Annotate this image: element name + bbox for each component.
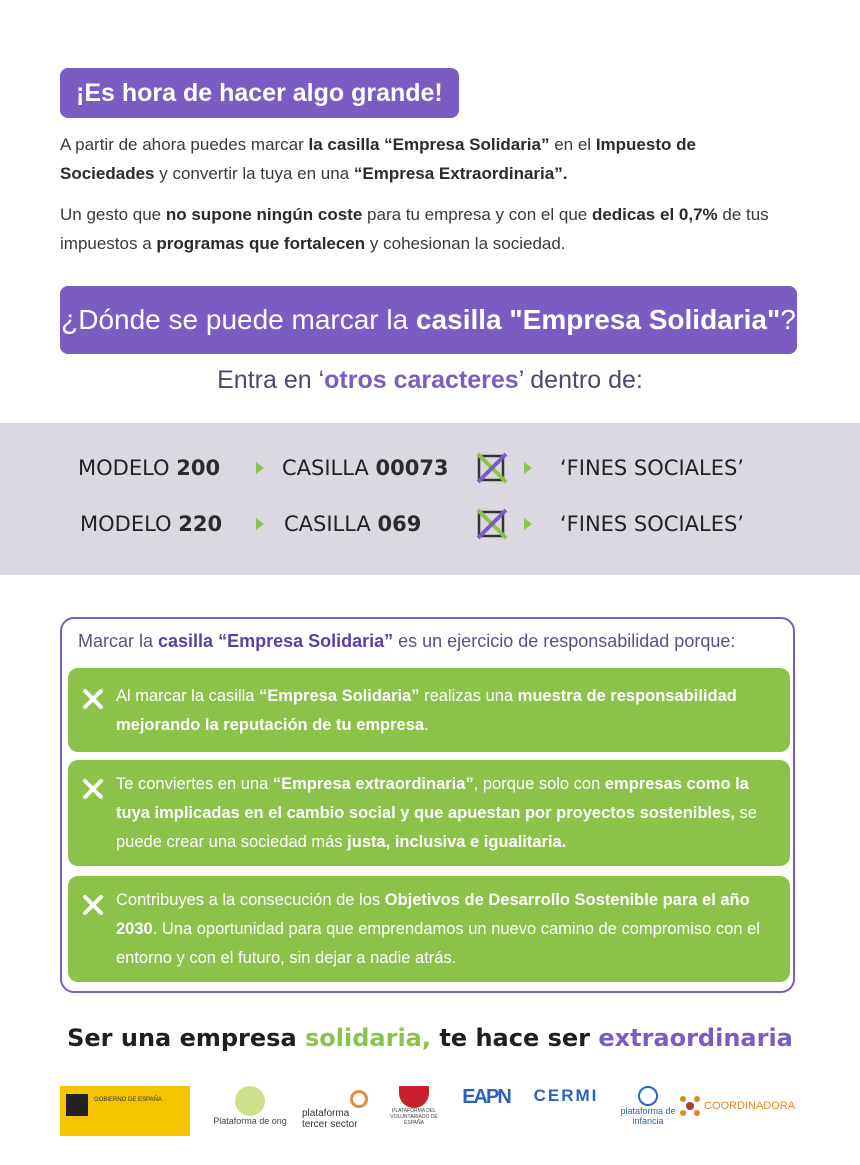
- reason-text: Te conviertes en una “Empresa extraordinaria”, porque solo con empresas como la tuya implicadas en el cambio social y que apuestan por proyectos sostenibles, se puede crear una sociedad más justa, inclusiva e igualitaria.: [116, 775, 757, 851]
- logo-coordinadora: COORDINADORA: [680, 1094, 802, 1124]
- model-label: MODELO 200: [78, 456, 221, 480]
- logo-cermi: CERMI: [533, 1086, 599, 1105]
- target-label: ‘FINES SOCIALES’: [560, 512, 744, 536]
- child-icon: [638, 1086, 658, 1106]
- reason-card: [68, 668, 790, 752]
- cross-icon: [82, 688, 104, 710]
- arrow-icon: [524, 518, 532, 530]
- hero-badge: ¡Es hora de hacer algo grande!: [60, 68, 459, 118]
- arrow-icon: [256, 462, 264, 474]
- model-row: [0, 506, 860, 542]
- reason-text: Al marcar la casilla “Empresa Solidaria” realizas una muestra de responsabilidad mejorando la reputación de tu empresa.: [116, 687, 737, 734]
- models-band: [0, 423, 860, 575]
- cross-icon: [82, 778, 104, 800]
- logo-ministerio: GOBIERNO DE ESPAÑA: [60, 1086, 190, 1136]
- target-label: ‘FINES SOCIALES’: [560, 456, 744, 480]
- logo-plataforma-ong: Plataforma de ong: [210, 1086, 290, 1136]
- box-label: CASILLA 069: [284, 512, 422, 536]
- reason-card: [68, 876, 790, 982]
- enter-instruction: Entra en ‘otros caracteres’ dentro de:: [217, 366, 643, 394]
- checkbox-icon: [476, 508, 508, 540]
- responsibility-title: Marcar la casilla “Empresa Solidaria” es un ejercicio de responsabilidad porque:: [78, 631, 736, 651]
- intro-paragraph-1: A partir de ahora puedes marcar la casilla “Empresa Solidaria” en el Impuesto de Sociedades y convertir la tuya en una “Empresa Extraordinaria”.: [60, 135, 696, 183]
- star-icon: [680, 1096, 700, 1116]
- heart-icon: [399, 1086, 429, 1108]
- cross-icon: [82, 894, 104, 916]
- logo-voluntariado: PLATAFORMA DEL VOLUNTARIADO DE ESPAÑA: [386, 1086, 442, 1136]
- where-question-bar: ¿Dónde se puede marcar la casilla "Empresa Solidaria"?: [60, 286, 797, 354]
- reason-card: [68, 760, 790, 866]
- arrow-icon: [256, 518, 264, 530]
- leaf-icon: [235, 1086, 265, 1116]
- intro-paragraph-2: Un gesto que no supone ningún coste para tu empresa y con el que dedicas el 0,7% de tus impuestos a programas que fortalecen y cohesionan la sociedad.: [60, 205, 769, 253]
- box-label: CASILLA 00073: [282, 456, 449, 480]
- arrow-icon: [524, 462, 532, 474]
- slogan: Ser una empresa solidaria, te hace ser extraordinaria: [67, 1024, 793, 1052]
- logo-infancia: plataforma de infancia: [618, 1086, 678, 1136]
- spiral-icon: [350, 1090, 368, 1108]
- crest-icon: [66, 1094, 88, 1116]
- logo-eapn: EAPN: [462, 1086, 510, 1108]
- reason-text: Contribuyes a la consecución de los Objetivos de Desarrollo Sostenible para el año 2030. Una oportunidad para que emprendamos un nuevo camino de compromiso con el entorno y con el futuro, sin dejar a nadie atrás.: [116, 891, 760, 967]
- logo-tercer-sector: plataforma tercer sector: [302, 1090, 374, 1134]
- model-label: MODELO 220: [80, 512, 223, 536]
- checkbox-icon: [476, 452, 508, 484]
- model-row: [0, 450, 860, 486]
